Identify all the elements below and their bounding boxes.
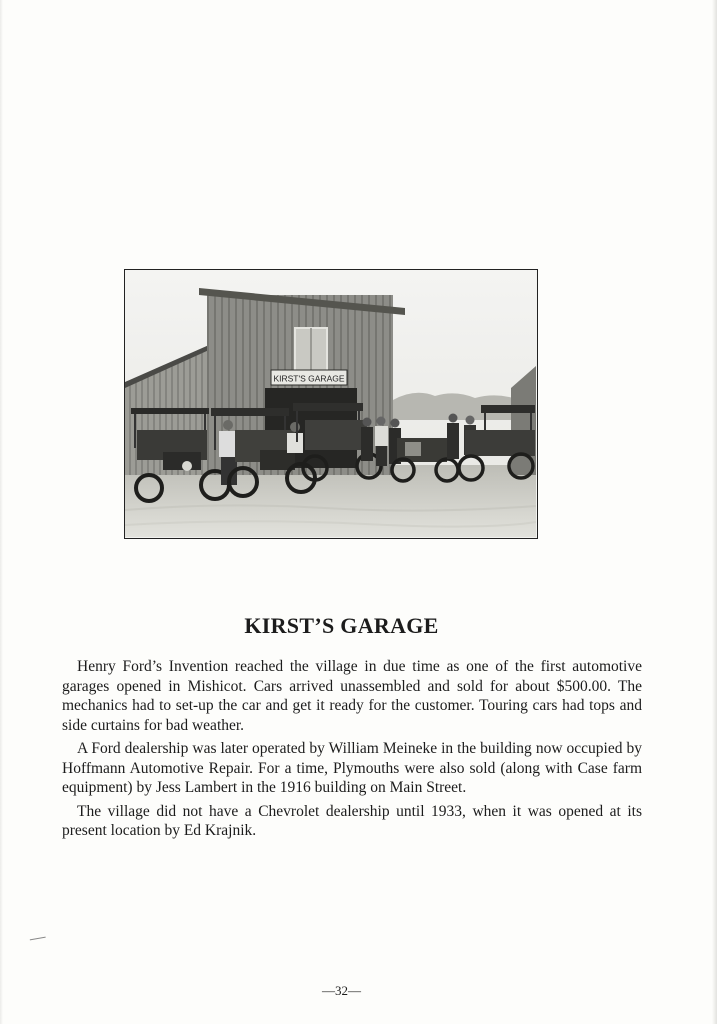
scan-edge-right [712, 0, 717, 1024]
paragraph-3: The village did not have a Chevrolet dealership until 1933, when it was opened at its present location by Ed Krajnik. [62, 802, 642, 839]
person-group [361, 417, 401, 467]
garage-photograph [124, 269, 538, 539]
margin-mark [30, 937, 46, 944]
paragraph-2: A Ford dealership was later operated by William Meineke in the building now occupied by Hoffmann Automotive Repair. For a time, Plymouths were also sold (along with Case farm equipment) by Jess Lambert in the 1916 building on Main Street. [62, 740, 642, 796]
page-number: —32— [322, 983, 361, 998]
article-title: KIRST’S GARAGE [244, 613, 439, 638]
scan-edge-left [0, 0, 3, 1024]
garage-sign-text: KIRST'S GARAGE [273, 373, 345, 384]
article-body [62, 657, 642, 845]
paragraph-1: Henry Ford’s Invention reached the village in due time as one of the first automotive garages opened in Mishicot. Cars arrived unassembled and sold for about $500.00. The mechanics had to set-up the car and get it ready for the customer. Touring cars had tops and side curtains for bad weather. [62, 658, 642, 734]
